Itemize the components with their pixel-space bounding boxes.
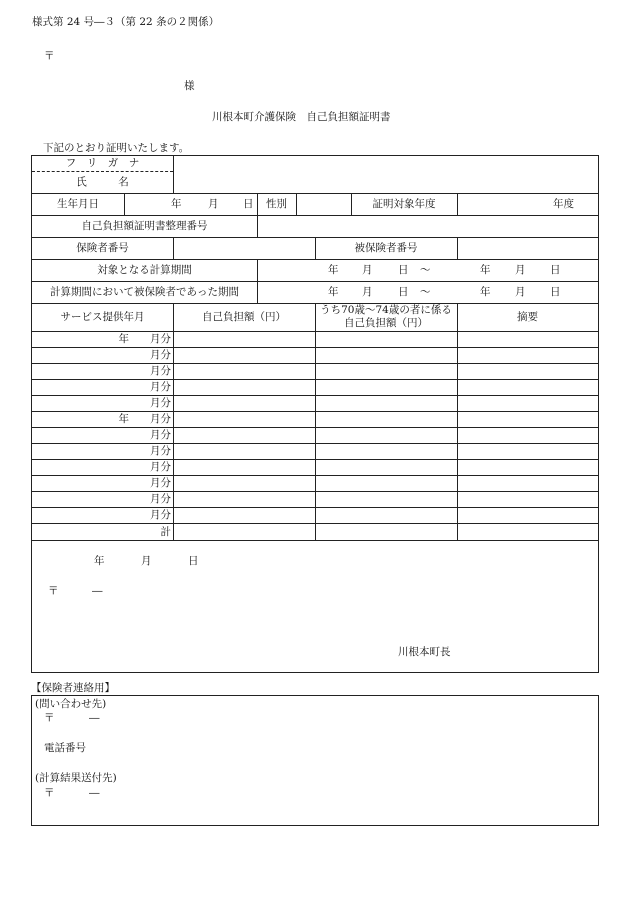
period-month-to: 月 <box>515 264 526 276</box>
insured-number-label: 被保険者番号 <box>354 242 418 254</box>
birth-day-unit: 日 <box>243 198 254 210</box>
table-row: 月分 <box>150 349 171 361</box>
inquiry-postal-mark: 〒 <box>44 712 55 724</box>
sex-label: 性別 <box>266 198 287 210</box>
intro-text: 下記のとおり証明いたします。 <box>43 142 190 154</box>
period-day-from: 日 <box>398 264 409 276</box>
issue-month-unit: 月 <box>141 555 152 567</box>
period-month-from: 月 <box>362 264 373 276</box>
table-row: 月分 <box>150 365 171 377</box>
table-row: 年 月分 <box>118 413 171 425</box>
table-row: 月分 <box>150 477 171 489</box>
result-postal-mark: 〒 <box>44 787 55 799</box>
insured-month-from: 月 <box>362 286 373 298</box>
result-postal-dash: ― <box>89 787 100 799</box>
birth-date-label: 生年月日 <box>57 198 99 210</box>
col-copay-70-74-line2: 自己負担額（円） <box>344 317 428 329</box>
issuer-name: 川根本町長 <box>398 646 451 658</box>
insured-day-from: 日 <box>398 286 409 298</box>
inquiry-label: (問い合わせ先) <box>35 698 107 710</box>
document-title: 川根本町介護保険 自己負担額証明書 <box>212 111 391 123</box>
total-row: 計 <box>160 526 171 538</box>
birth-month-unit: 月 <box>208 198 219 210</box>
period-year-to: 年 <box>480 264 491 276</box>
col-copay-70-74-line1: うち70歳～74歳の者に係る <box>320 304 452 316</box>
calc-period-label: 対象となる計算期間 <box>97 264 192 276</box>
inquiry-postal-dash: ― <box>89 712 100 724</box>
form-number: 様式第 24 号―３（第 22 条の２関係） <box>32 16 220 28</box>
period-year-from: 年 <box>328 264 339 276</box>
table-row: 月分 <box>150 381 171 393</box>
cert-year-label: 証明対象年度 <box>372 198 436 210</box>
issue-day-unit: 日 <box>188 555 199 567</box>
table-row: 月分 <box>150 445 171 457</box>
insured-year-to: 年 <box>480 286 491 298</box>
cert-number-label: 自己負担額証明書整理番号 <box>81 220 208 232</box>
table-row: 月分 <box>150 509 171 521</box>
insured-tilde: ～ <box>420 286 431 298</box>
col-service-month: サービス提供年月 <box>60 311 145 323</box>
insured-year-from: 年 <box>328 286 339 298</box>
furigana-label: フ リ ガ ナ <box>65 157 140 169</box>
insured-period-label: 計算期間において被保険者であった期間 <box>50 286 239 298</box>
name-label: 氏 名 <box>76 176 129 188</box>
table-row: 年 月分 <box>118 333 171 345</box>
cert-year-suffix: 年度 <box>553 198 574 210</box>
period-day-to: 日 <box>550 264 561 276</box>
period-tilde: ～ <box>420 264 431 276</box>
postal-mark: 〒 <box>44 50 55 62</box>
insurer-number-label: 保険者番号 <box>76 242 129 254</box>
table-row: 月分 <box>150 493 171 505</box>
birth-year-unit: 年 <box>171 198 182 210</box>
col-copay-amount: 自己負担額（円） <box>202 311 286 323</box>
insured-day-to: 日 <box>550 286 561 298</box>
issuer-postal-dash: ― <box>92 585 103 597</box>
table-row: 月分 <box>150 397 171 409</box>
phone-label: 電話番号 <box>44 742 86 754</box>
issue-year-unit: 年 <box>94 555 105 567</box>
table-row: 月分 <box>150 461 171 473</box>
col-remarks: 摘要 <box>517 311 538 323</box>
issuer-postal-mark: 〒 <box>48 585 59 597</box>
insured-month-to: 月 <box>515 286 526 298</box>
table-row: 月分 <box>150 429 171 441</box>
result-destination-label: (計算結果送付先) <box>35 772 117 784</box>
contact-heading: 【保険者連絡用】 <box>31 682 115 694</box>
honorific: 様 <box>184 80 195 92</box>
